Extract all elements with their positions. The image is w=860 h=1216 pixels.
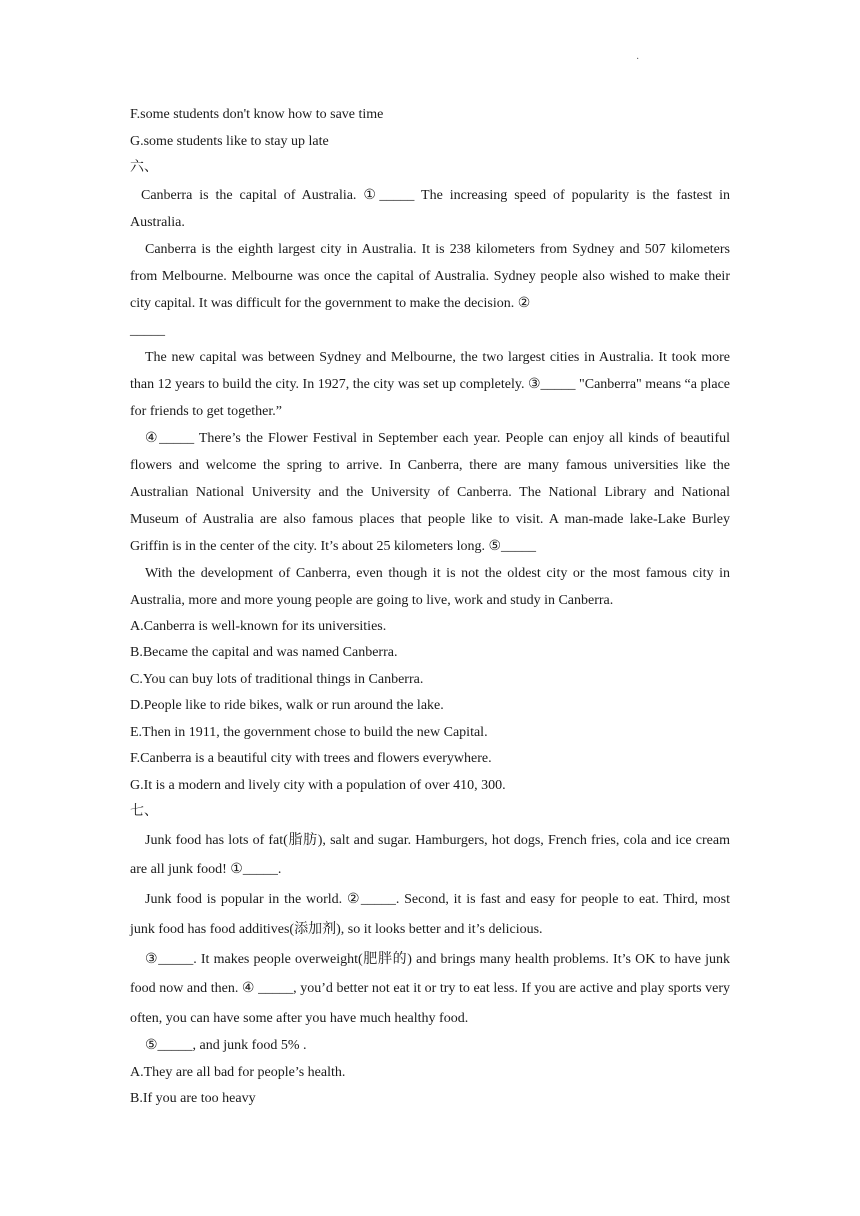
s6-paragraph-3: The new capital was between Sydney and Melbourne, the two largest cities in Australia. It took more than 12 years to build the city. In 1927, the city was set up completely. ③_____ "Canberra" means “a place for friends to get together.” [130,349,730,419]
s7-paragraph-4: ⑤_____, and junk food 5% . [145,1038,307,1053]
s6-paragraph-5: With the development of Canberra, even though it is not the oldest city or the most famous city in Australia, more and more young people are going to live, work and study in Canberra. [130,565,730,608]
option-f-prev: F.some students don't know how to save time [130,107,384,122]
s6-option-c: C.You can buy lots of traditional things in Canberra. [130,671,424,687]
s6-option-g: G.It is a modern and lively city with a population of over 410, 300. [130,777,506,793]
s6-paragraph-1: Canberra is the capital of Australia. ①_____ The increasing speed of popularity is the fastest in Australia. [130,187,730,230]
s6-paragraph-2-blank: _____ [130,322,165,338]
s7-option-b: B.If you are too heavy [130,1091,256,1106]
s6-option-f: F.Canberra is a beautiful city with trees and flowers everywhere. [130,751,492,766]
document-body [130,102,730,1113]
s7-option-a: A.They are all bad for people’s health. [130,1064,346,1080]
section-6-heading: 六、 [130,160,158,175]
s7-paragraph-1: Junk food has lots of fat(脂肪), salt and sugar. Hamburgers, hot dogs, French fries, cola and ice cream are all junk food! ①_____. [130,832,730,877]
page-header-mark: · [636,54,640,65]
s7-paragraph-3: ③_____. It makes people overweight(肥胖的) and brings many health problems. It’s OK to have junk food now and then. ④ _____, you’d better not eat it or try to eat less. If you are active and play sports very often, you can have some after you have much healthy food. [130,951,730,1026]
section-7-heading: 七、 [130,804,158,819]
s6-option-e: E.Then in 1911, the government chose to build the new Capital. [130,724,488,740]
s6-paragraph-2: Canberra is the eighth largest city in Australia. It is 238 kilometers from Sydney and 507 kilometers from Melbourne. Melbourne was once the capital of Australia. Sydney people also wished to make their city capital. It was difficult for the government to make the decision. ② [130,241,730,311]
s6-option-a: A.Canberra is well-known for its universities. [130,618,387,634]
option-g-prev: G.some students like to stay up late [130,133,329,149]
s6-option-d: D.People like to ride bikes, walk or run around the lake. [130,698,444,713]
s7-paragraph-2: Junk food is popular in the world. ②_____. Second, it is fast and easy for people to eat. Third, most junk food has food additives(添加剂), so it looks better and it’s delicious. [130,891,730,937]
s6-paragraph-4: ④_____ There’s the Flower Festival in September each year. People can enjoy all kinds of beautiful flowers and welcome the spring to arrive. In Canberra, there are many famous universities like the Australian National University and the University of Canberra. The National Library and National Museum of Australia are also famous places that people like to visit. A man-made lake-Lake Burley Griffin is in the center of the city. It’s about 25 kilometers long. ⑤_____ [130,430,730,554]
s6-option-b: B.Became the capital and was named Canberra. [130,645,398,660]
